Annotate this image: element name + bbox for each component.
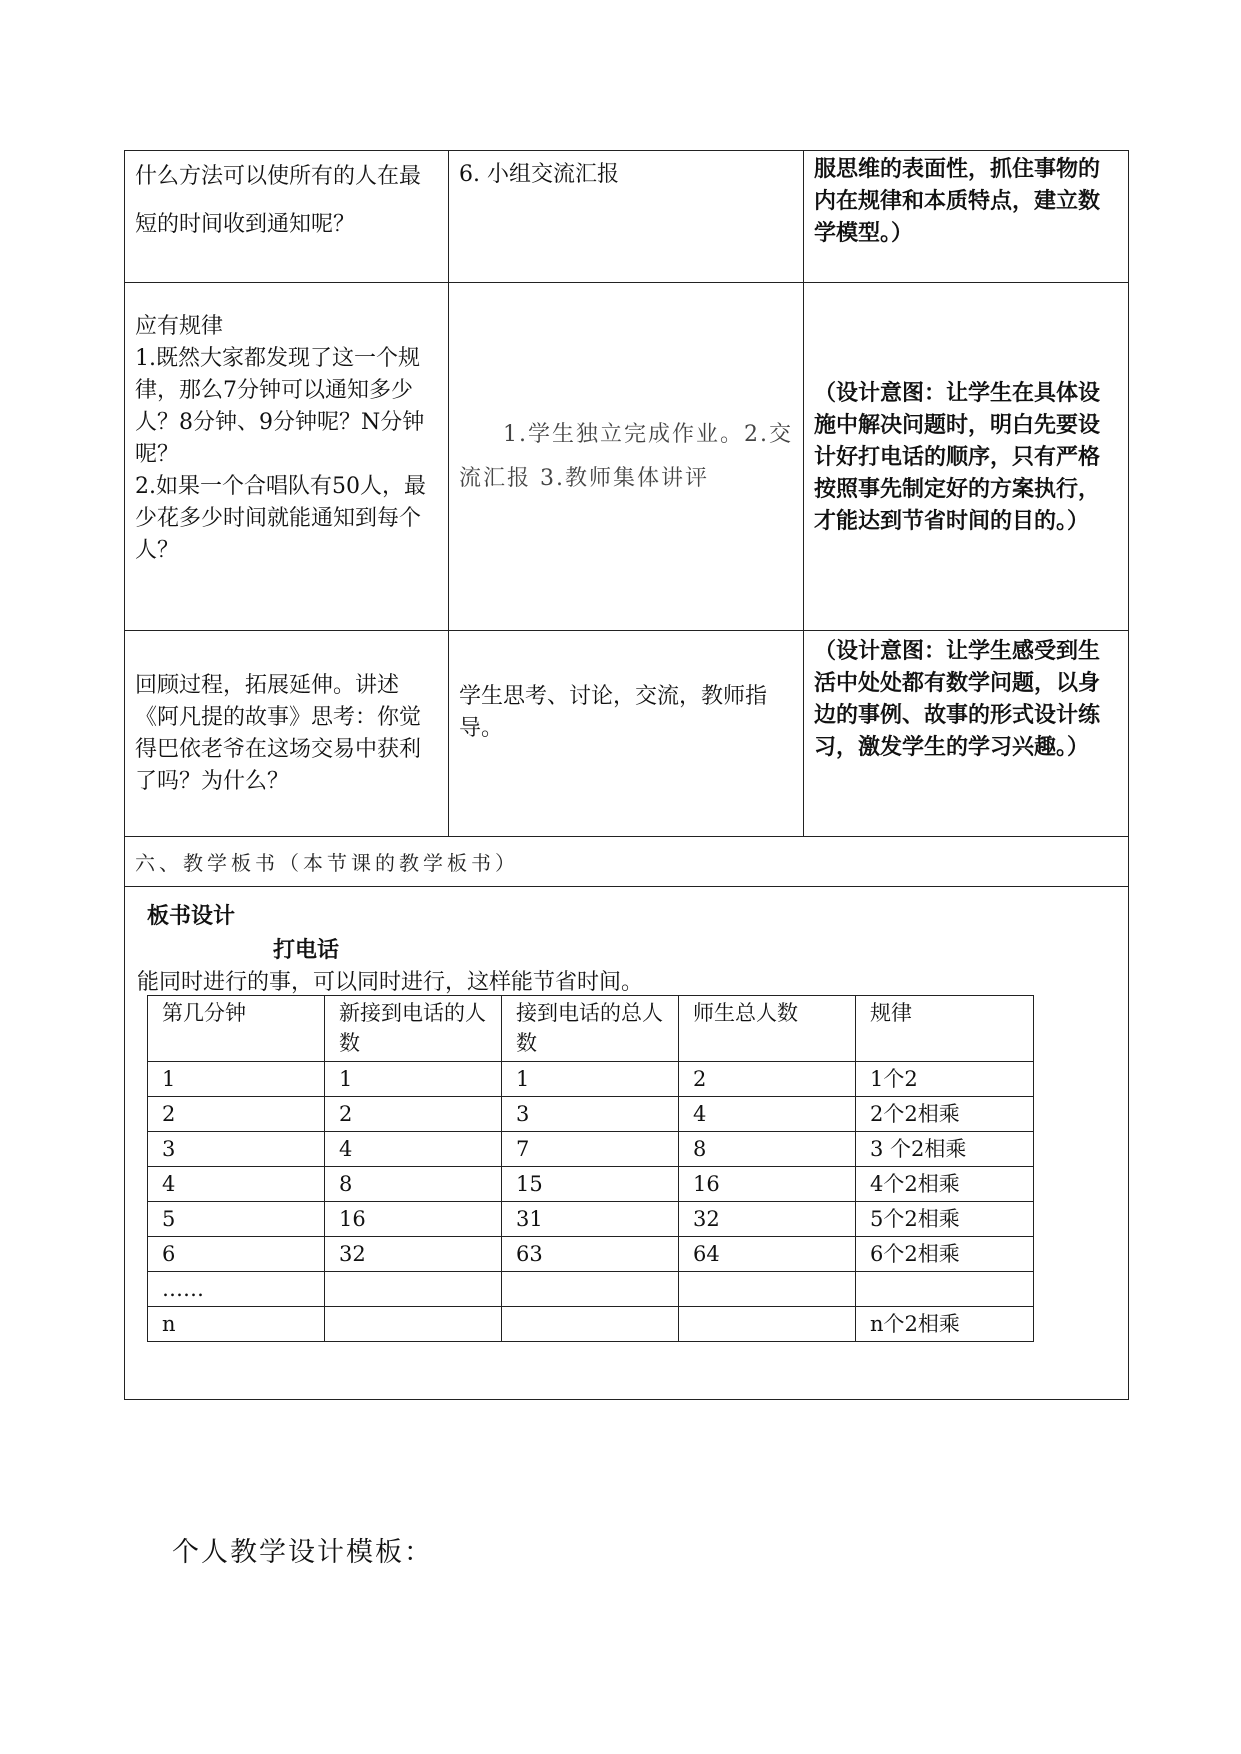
teacher-activity-cell bbox=[125, 283, 449, 631]
pattern-cell bbox=[679, 1272, 856, 1307]
pattern-cell bbox=[679, 1307, 856, 1342]
design-intent-cell bbox=[804, 151, 1129, 283]
pattern-cell: 4 bbox=[148, 1167, 325, 1202]
pattern-cell: 2 bbox=[679, 1062, 856, 1097]
pattern-cell: 1 bbox=[148, 1062, 325, 1097]
pattern-cell: 8 bbox=[325, 1167, 502, 1202]
header-pattern: 规律 bbox=[856, 996, 1034, 1062]
pattern-cell: 5个2相乘 bbox=[856, 1202, 1034, 1237]
pattern-cell bbox=[502, 1272, 679, 1307]
pattern-row bbox=[148, 1237, 1034, 1272]
student-activity-text: 1.学生独立完成作业。2.交流汇报 3.教师集体讲评 bbox=[459, 421, 793, 491]
design-intent-cell bbox=[804, 283, 1129, 631]
design-intent-text: （设计意图：让学生感受到生活中处处都有数学问题，以身边的事例、故事的形式设计练习，激发学生的学习兴趣。） bbox=[814, 638, 1101, 760]
pattern-cell bbox=[856, 1272, 1034, 1307]
pattern-cell: 2 bbox=[325, 1097, 502, 1132]
teacher-activity-cell bbox=[125, 631, 449, 837]
section-title-cell bbox=[125, 837, 1129, 887]
pattern-cell: 31 bbox=[502, 1202, 679, 1237]
pattern-cell: 3 个2相乘 bbox=[856, 1132, 1034, 1167]
board-row bbox=[125, 887, 1129, 1400]
header-total-callers: 接到电话的总人数 bbox=[502, 996, 679, 1062]
lesson-plan-table bbox=[124, 150, 1129, 1400]
teacher-activity-text: 回顾过程，拓展延伸。讲述《阿凡提的故事》思考：你觉得巴依老爷在这场交易中获利了吗？为什么？ bbox=[135, 672, 422, 794]
pattern-cell: 15 bbox=[502, 1167, 679, 1202]
student-activity-cell bbox=[449, 631, 804, 837]
pattern-cell bbox=[325, 1307, 502, 1342]
pattern-row bbox=[148, 1132, 1034, 1167]
pattern-cell: 4个2相乘 bbox=[856, 1167, 1034, 1202]
student-activity-text: 学生思考、讨论，交流，教师指导。 bbox=[459, 683, 768, 741]
pattern-cell: 64 bbox=[679, 1237, 856, 1272]
pattern-row bbox=[148, 1167, 1034, 1202]
pattern-cell bbox=[325, 1272, 502, 1307]
pattern-cell: 6个2相乘 bbox=[856, 1237, 1034, 1272]
board-design bbox=[125, 887, 1128, 1399]
pattern-row bbox=[148, 1097, 1034, 1132]
pattern-cell: 1 bbox=[502, 1062, 679, 1097]
pattern-cell: n bbox=[148, 1307, 325, 1342]
plan-row-1 bbox=[125, 151, 1129, 283]
pattern-cell: 2 bbox=[148, 1097, 325, 1132]
pattern-cell: 8 bbox=[679, 1132, 856, 1167]
pattern-cell bbox=[502, 1307, 679, 1342]
design-intent-cell bbox=[804, 631, 1129, 837]
pattern-cell: 3 bbox=[148, 1132, 325, 1167]
teacher-activity-text: 应有规律 1.既然大家都发现了这一个规律，那么7分钟可以通知多少人？8分钟、9分钟呢？N分钟呢？ 2.如果一个合唱队有50人，最少花多少时间就能通知到每个人？ bbox=[135, 314, 426, 563]
board-heading: 板书设计 bbox=[147, 903, 236, 929]
pattern-cell: 1 bbox=[325, 1062, 502, 1097]
pattern-cell: 1个2 bbox=[856, 1062, 1034, 1097]
pattern-row bbox=[148, 1307, 1034, 1342]
board-summary-line: 能同时进行的事，可以同时进行，这样能节省时间。 bbox=[137, 970, 644, 995]
plan-row-3 bbox=[125, 631, 1129, 837]
pattern-row bbox=[148, 1062, 1034, 1097]
pattern-cell: 32 bbox=[325, 1237, 502, 1272]
pattern-cell: 63 bbox=[502, 1237, 679, 1272]
pattern-row bbox=[148, 1202, 1034, 1237]
pattern-table bbox=[147, 995, 1034, 1342]
student-activity-cell bbox=[449, 283, 804, 631]
header-total-people: 师生总人数 bbox=[679, 996, 856, 1062]
pattern-row bbox=[148, 1272, 1034, 1307]
teacher-activity-text: 什么方法可以使所有的人在最短的时间收到通知呢？ bbox=[135, 164, 422, 237]
pattern-cell: …… bbox=[148, 1272, 325, 1307]
pattern-cell: 16 bbox=[679, 1167, 856, 1202]
student-activity-text: 6. 小组交流汇报 bbox=[459, 162, 619, 187]
design-intent-text: （设计意图：让学生在具体设施中解决问题时，明白先要设计好打电话的顺序，只有严格按照事先制定好的方案执行，才能达到节省时间的目的。） bbox=[814, 379, 1101, 534]
header-minute: 第几分钟 bbox=[148, 996, 325, 1062]
board-cell bbox=[125, 887, 1129, 1400]
pattern-header-row bbox=[148, 996, 1034, 1062]
pattern-cell: 2个2相乘 bbox=[856, 1097, 1034, 1132]
teacher-activity-cell bbox=[125, 151, 449, 283]
template-footer: 个人教学设计模板： bbox=[172, 1537, 433, 1568]
pattern-cell: 7 bbox=[502, 1132, 679, 1167]
header-new-callers: 新接到电话的人数 bbox=[325, 996, 502, 1062]
section-title: 六、教学板书（本节课的教学板书） bbox=[135, 851, 519, 875]
plan-row-2 bbox=[125, 283, 1129, 631]
pattern-cell: 4 bbox=[325, 1132, 502, 1167]
pattern-cell: 6 bbox=[148, 1237, 325, 1272]
student-activity-cell bbox=[449, 151, 804, 283]
board-subtitle: 打电话 bbox=[273, 937, 340, 963]
pattern-cell: 4 bbox=[679, 1097, 856, 1132]
pattern-cell: 16 bbox=[325, 1202, 502, 1237]
section-row bbox=[125, 837, 1129, 887]
pattern-cell: 32 bbox=[679, 1202, 856, 1237]
pattern-cell: 3 bbox=[502, 1097, 679, 1132]
pattern-cell: n个2相乘 bbox=[856, 1307, 1034, 1342]
design-intent-text: 服思维的表面性，抓住事物的内在规律和本质特点，建立数学模型。） bbox=[814, 156, 1101, 246]
pattern-cell: 5 bbox=[148, 1202, 325, 1237]
